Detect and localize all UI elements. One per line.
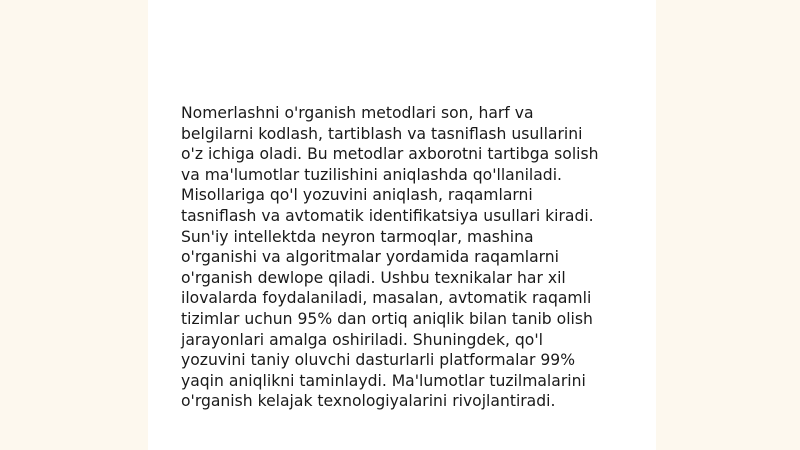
paragraph-line: jarayonlari amalga oshiriladi. Shuningdek, qo'l	[181, 330, 543, 349]
document-page	[148, 0, 656, 450]
paragraph-line: o'z ichiga oladi. Bu metodlar axborotni tartibga solish	[181, 145, 599, 164]
paragraph-line: Nomerlashni o'rganish metodlari son, harf va	[181, 104, 534, 122]
paragraph-line: ilovalarda foydalaniladi, masalan, avtomatik raqamli	[181, 289, 592, 308]
paragraph-line: tasniflash va avtomatik identifikatsiya usullari kiradi.	[181, 206, 594, 225]
paragraph-line: Sun'iy intellektda neyron tarmoqlar, mashina	[181, 227, 534, 246]
paragraph-line: o'rganishi va algoritmalar yordamida raqamlarni	[181, 248, 560, 267]
paragraph-line: o'rganish kelajak texnologiyalarini rivojlantiradi.	[181, 392, 556, 411]
paragraph-line: tizimlar uchun 95% dan ortiq aniqlik bilan tanib olish	[181, 309, 593, 328]
paragraph-line: Misollariga qo'l yozuvini aniqlash, raqamlarni	[181, 186, 533, 205]
paragraph-line: va ma'lumotlar tuzilishini aniqlashda qo'llaniladi.	[181, 165, 562, 184]
paragraph-line: belgilarni kodlash, tartiblash va tasniflash usullarini	[181, 124, 583, 143]
body-paragraph	[181, 103, 631, 412]
paragraph-line: yozuvini taniy oluvchi dasturlarli platformalar 99%	[181, 351, 576, 370]
paragraph-line: yaqin aniqlikni taminlaydi. Ma'lumotlar tuzilmalarini	[181, 371, 586, 390]
paragraph-line: o'rganish dewlope qiladi. Ushbu texnikalar har xil	[181, 268, 566, 287]
